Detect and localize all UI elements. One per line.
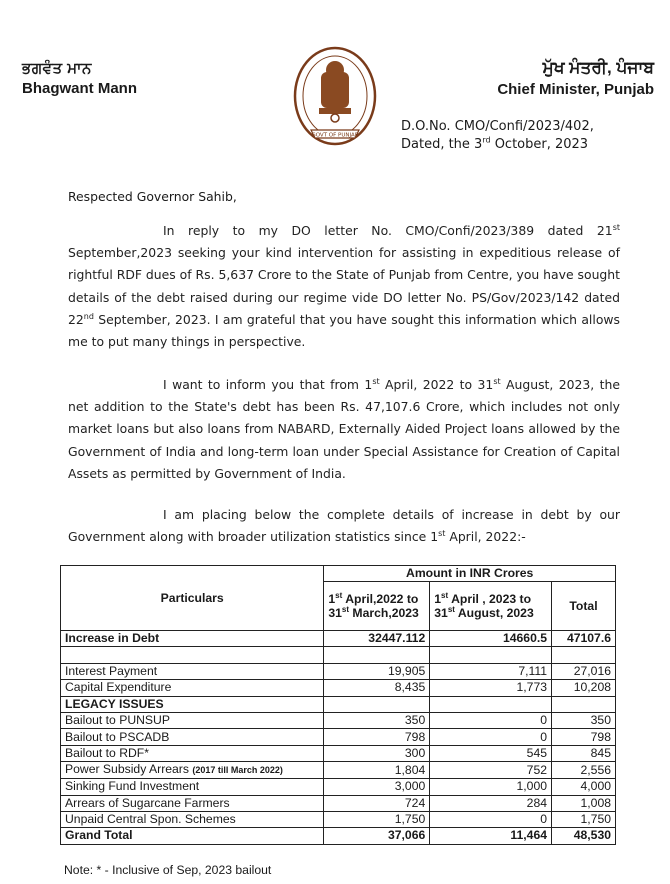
paragraph-2: I want to inform you that from 1st April, 2022 to 31st August, 2023, the net addition to the State's debt has been Rs. 47,107.6 Crore, which includes not only market loans but also loans from NABARD, Externally Aided Project loans allowed by the Government of India and long-term loan under Special Assistance for Creation of Capital Assets as permitted by Government of India. xyxy=(68,376,620,481)
table-row: Increase in Debt 32447.112 14660.5 47107.6 xyxy=(61,631,616,647)
header-right xyxy=(497,58,654,98)
period-2-header: 1st April , 2023 to 31st August, 2023 xyxy=(430,582,552,631)
table-spacer-row xyxy=(61,647,616,663)
table-row: Arrears of Sugarcane Farmers 724 284 1,008 xyxy=(61,795,616,811)
table-section-row: LEGACY ISSUES xyxy=(61,696,616,712)
table-note: Note: * - Inclusive of Sep, 2023 bailout xyxy=(64,863,272,877)
table-row: Capital Expenditure 8,435 1,773 10,208 xyxy=(61,680,616,696)
particulars-header: Particulars xyxy=(61,566,324,631)
name-punjabi: ਭਗਵੰਤ ਮਾਨ xyxy=(22,60,92,77)
paragraph-1: In reply to my DO letter No. CMO/Confi/2023/389 dated 21st September,2023 seeking your kind intervention for assisting in expeditious release of rightful RDF dues of Rs. 5,637 Crore to the State of Punjab from Centre, you have sought details of the debt raised during our regime vide DO letter No. PS/Gov/2023/142 dated 22nd September, 2023. I am grateful that you have sought this information which allows me to put many things in perspective. xyxy=(68,222,620,350)
salutation: Respected Governor Sahib, xyxy=(68,189,237,204)
title-english: Chief Minister, Punjab xyxy=(497,81,654,98)
total-header: Total xyxy=(552,582,616,631)
table-row: Unpaid Central Spon. Schemes 1,750 0 1,750 xyxy=(61,811,616,827)
table-row: Sinking Fund Investment 3,000 1,000 4,000 xyxy=(61,779,616,795)
reference-block xyxy=(401,118,594,154)
header-left xyxy=(22,60,137,97)
table-row: Bailout to PSCADB 798 0 798 xyxy=(61,729,616,745)
table-row: Bailout to RDF* 300 545 845 xyxy=(61,745,616,761)
grand-total-row: Grand Total 37,066 11,464 48,530 xyxy=(61,828,616,844)
letter-date: Dated, the 3rd October, 2023 xyxy=(401,135,589,152)
debt-table xyxy=(60,565,616,845)
do-number: D.O.No. CMO/Confi/2023/402, xyxy=(401,119,594,134)
table-row: Power Subsidy Arrears (2017 till March 2022) 1,804 752 2,556 xyxy=(61,762,616,779)
name-english: Bhagwant Mann xyxy=(22,80,137,97)
table-header-row xyxy=(61,566,616,582)
paragraph-3: I am placing below the complete details of increase in debt by our Government along with broader utilization statistics since 1st April, 2022:- xyxy=(68,507,620,545)
amount-header: Amount in INR Crores xyxy=(324,566,616,582)
period-1-header: 1st April,2022 to 31st March,2023 xyxy=(324,582,430,631)
table-row: Interest Payment 19,905 7,111 27,016 xyxy=(61,663,616,679)
svg-text:GOVT OF PUNJAB: GOVT OF PUNJAB xyxy=(311,132,359,139)
title-punjabi: ਮੁੱਖ ਮੰਤਰੀ, ਪੰਜਾਬ xyxy=(542,58,654,77)
table-row: Bailout to PUNSUP 350 0 350 xyxy=(61,712,616,728)
state-emblem-icon xyxy=(289,42,381,154)
